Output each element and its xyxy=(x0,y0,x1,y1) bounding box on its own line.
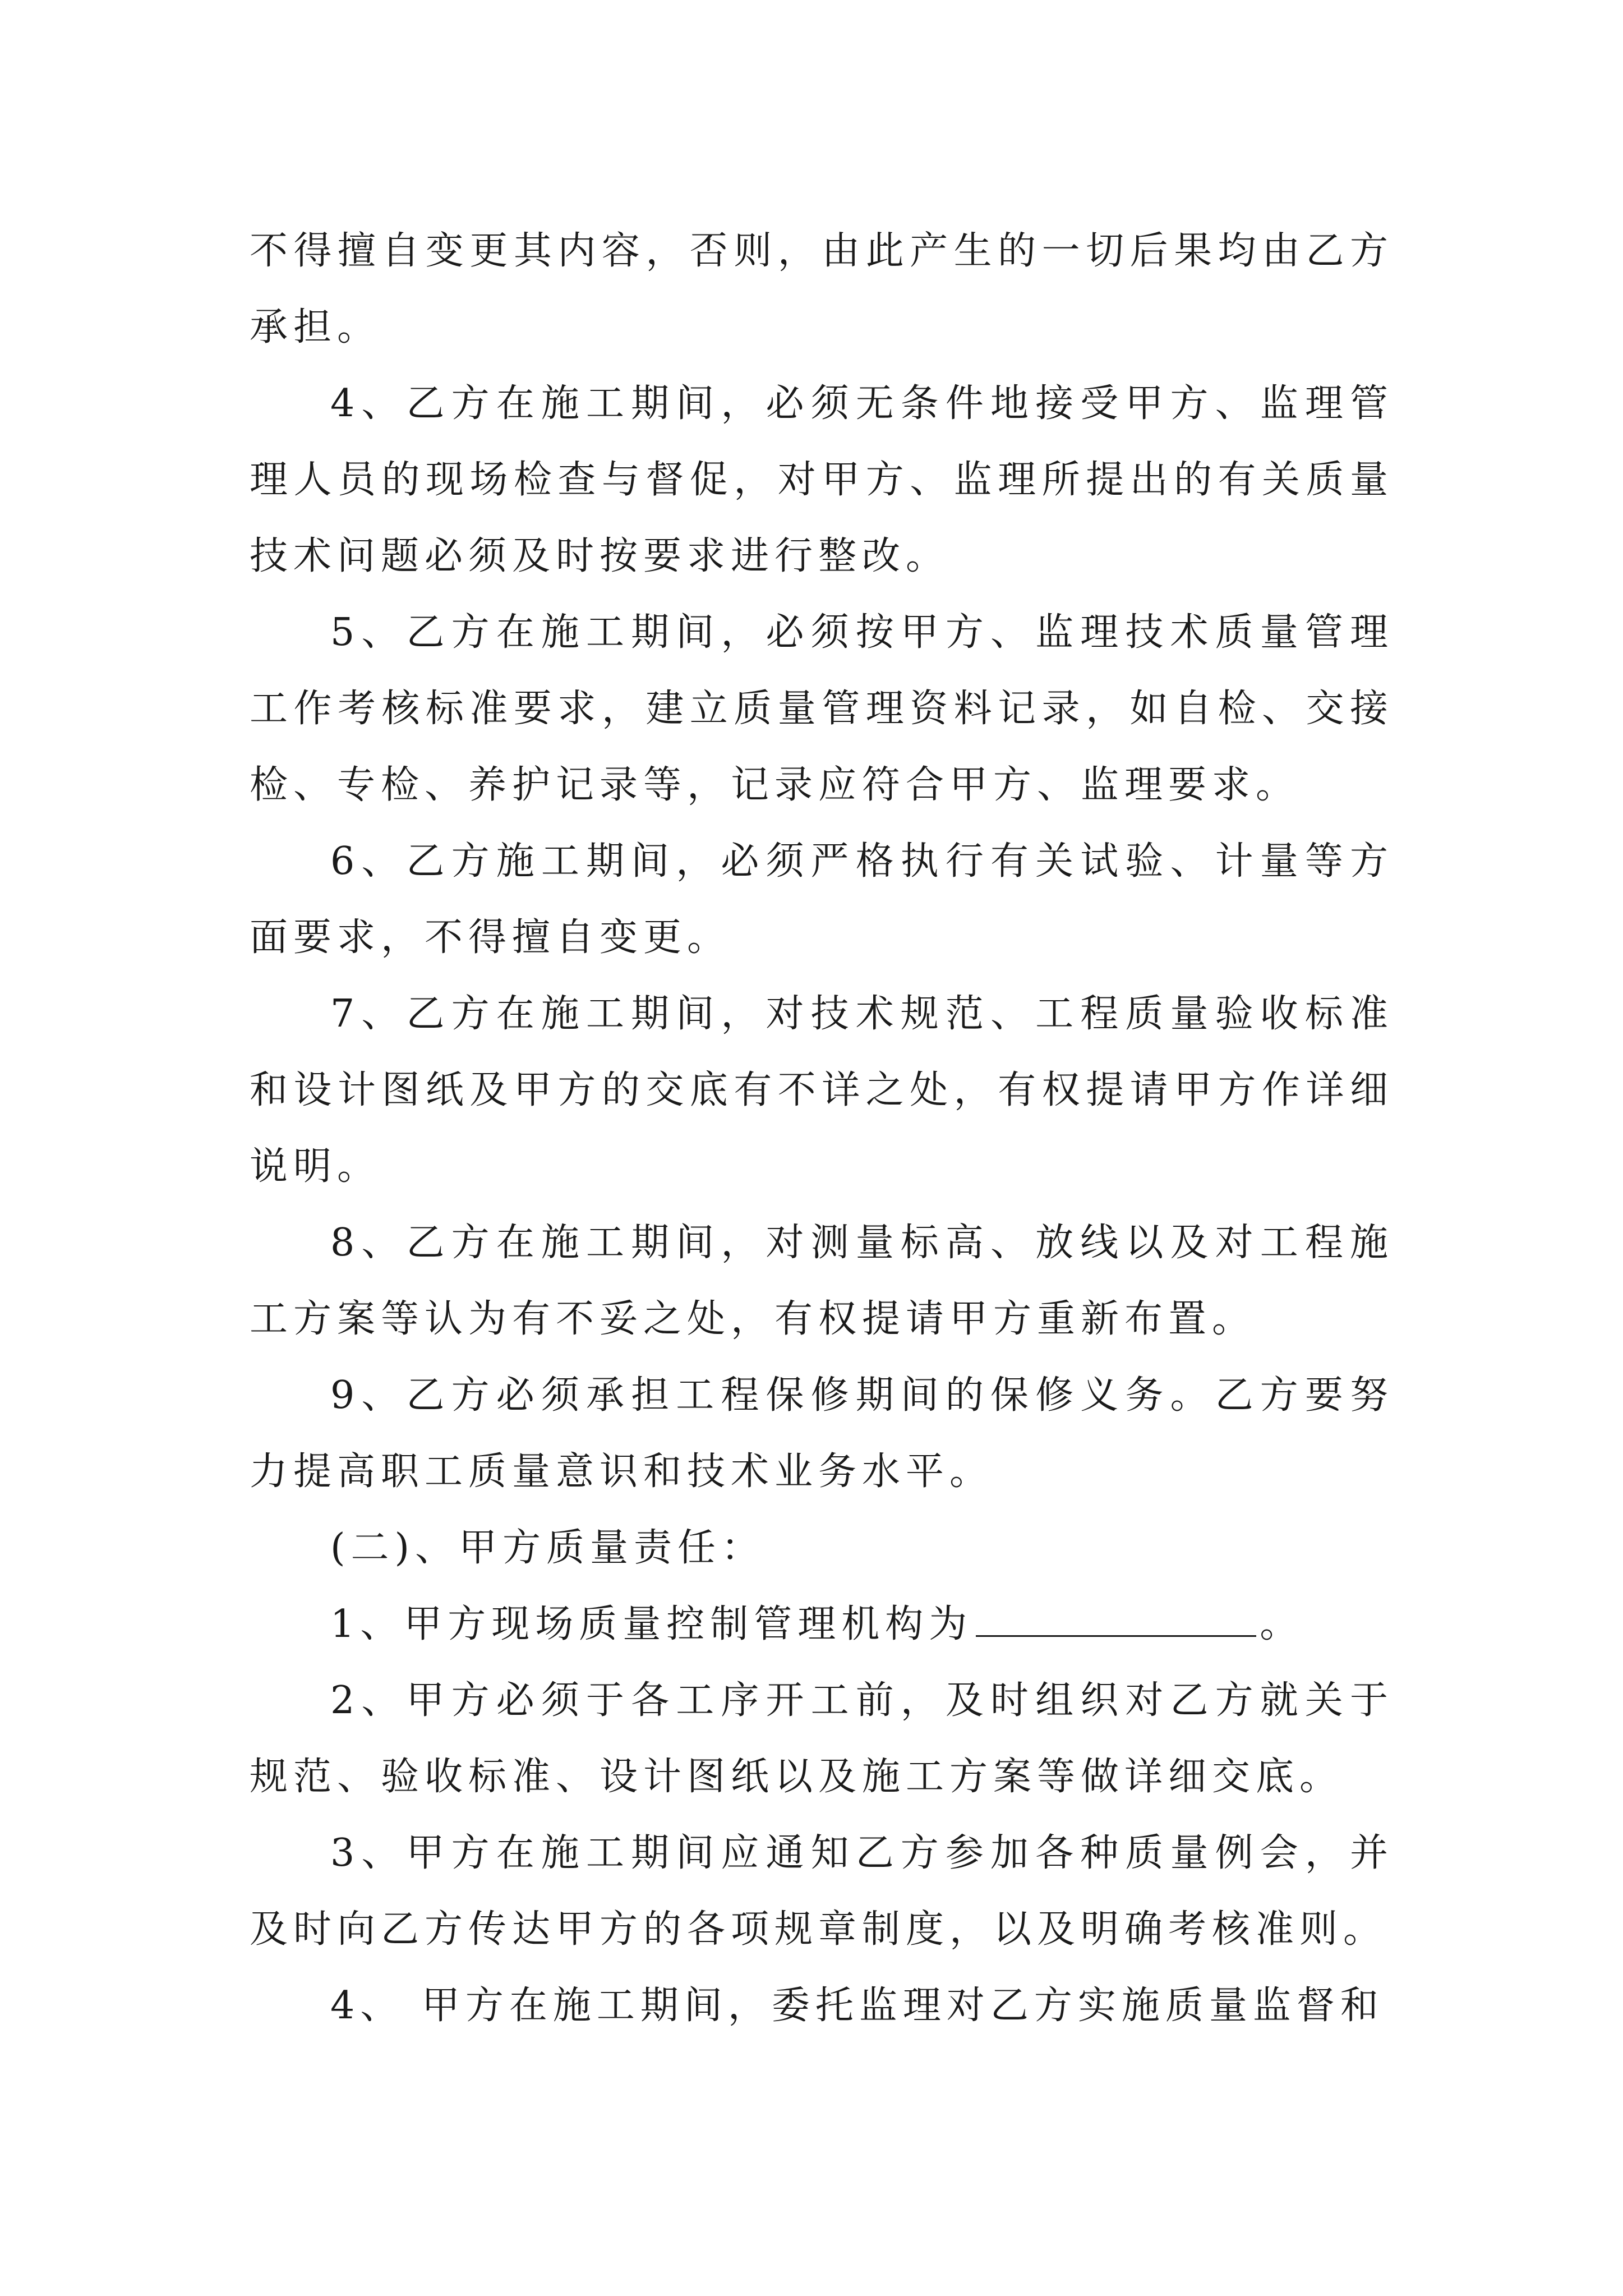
paragraph-party-a-item-1 xyxy=(250,1586,1394,1663)
paragraph-item-4: 4、乙方在施工期间，必须无条件地接受甲方、监理管理人员的现场检查与督促，对甲方、监理所提出的有关质量技术问题必须及时按要求进行整改。 xyxy=(250,381,1394,578)
paragraph-item-9: 9、乙方必须承担工程保修期间的保修义务。乙方要努力提高职工质量意识和技术业务水平。 xyxy=(250,1373,1394,1494)
paragraph-item-7: 7、乙方在施工期间，对技术规范、工程质量验收标准和设计图纸及甲方的交底有不详之处，有权提请甲方作详细说明。 xyxy=(250,992,1394,1189)
paragraph-text-before-blank: 1、甲方现场质量控制管理机构为 xyxy=(330,1602,973,1646)
paragraph-item-5: 5、乙方在施工期间，必须按甲方、监理技术质量管理工作考核标准要求，建立质量管理资料记录，如自检、交接检、专检、养护记录等，记录应符合甲方、监理要求。 xyxy=(250,610,1394,807)
paragraph-continuation: 不得擅自变更其内容，否则，由此产生的一切后果均由乙方承担。 xyxy=(250,229,1394,349)
paragraph-item-8: 8、乙方在施工期间，对测量标高、放线以及对工程施工方案等认为有不妥之处，有权提请甲方重新布置。 xyxy=(250,1221,1394,1341)
paragraph-text-after-blank: 。 xyxy=(1260,1602,1304,1646)
document-body xyxy=(250,213,1394,2044)
paragraph-party-a-item-3: 3、甲方在施工期间应通知乙方参加各种质量例会，并及时向乙方传达甲方的各项规章制度，以及明确考核准则。 xyxy=(250,1831,1394,1952)
fill-in-blank xyxy=(976,1602,1256,1637)
paragraph-item-6: 6、乙方施工期间，必须严格执行有关试验、计量等方面要求，不得擅自变更。 xyxy=(250,839,1394,960)
paragraph-party-a-item-4: 4、 甲方在施工期间，委托监理对乙方实施质量监督和 xyxy=(330,1984,1384,2028)
section-heading-party-a-quality: (二)、甲方质量责任： xyxy=(330,1526,766,1570)
paragraph-party-a-item-2: 2、甲方必须于各工序开工前，及时组织对乙方就关于规范、验收标准、设计图纸以及施工方案等做详细交底。 xyxy=(250,1678,1394,1799)
